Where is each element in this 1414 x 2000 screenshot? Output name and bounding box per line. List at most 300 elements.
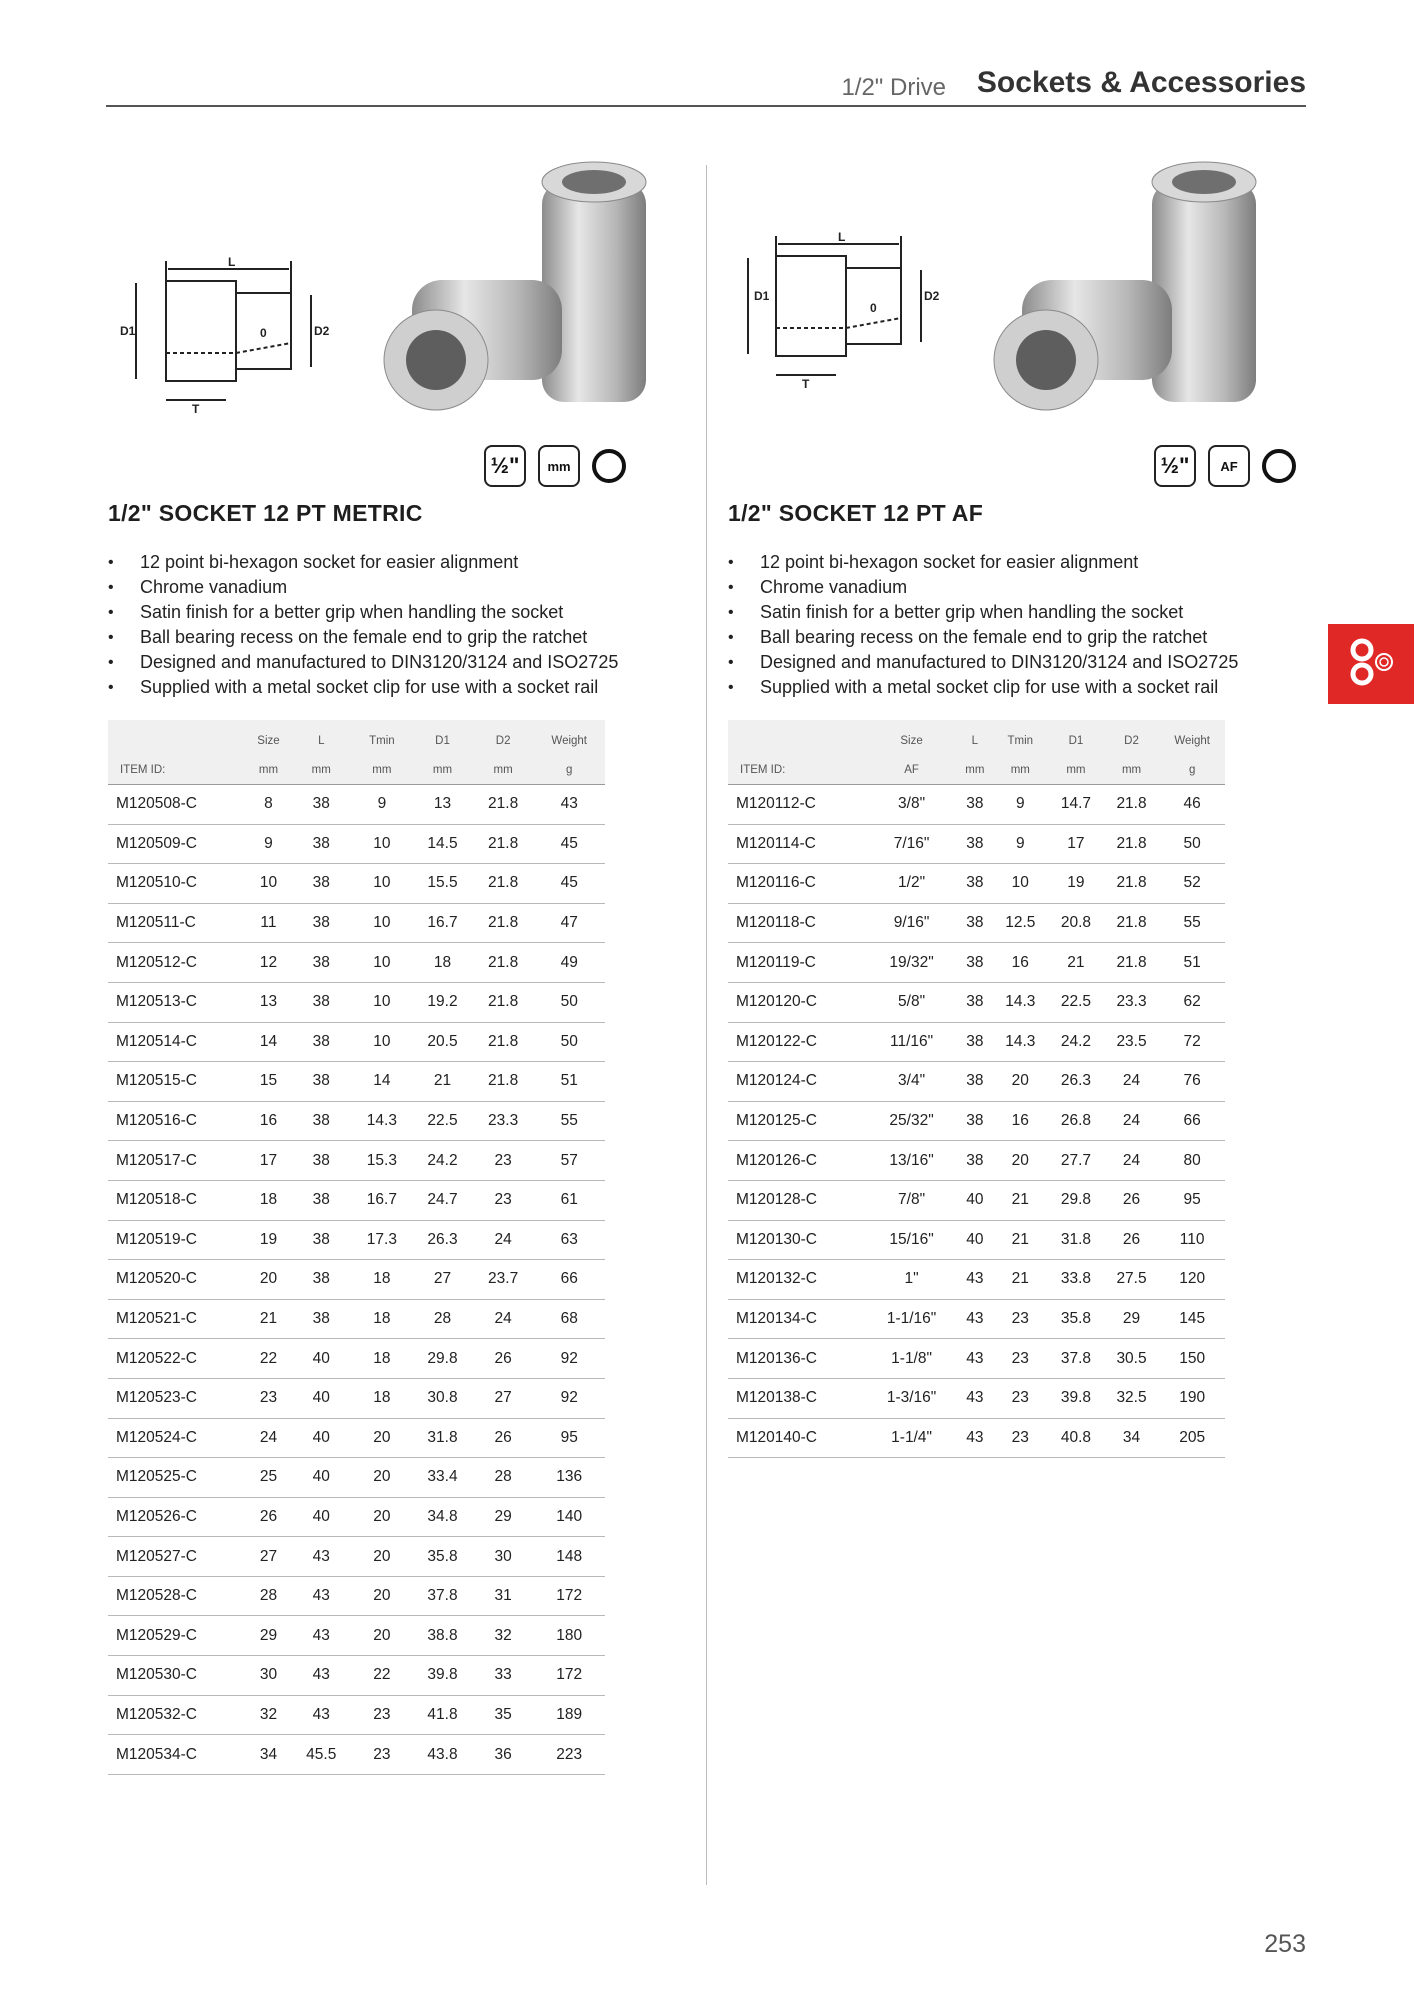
item-id-cell: M120524-C bbox=[108, 1418, 246, 1458]
spec-cell: 21.8 bbox=[473, 943, 534, 983]
spec-cell: 26 bbox=[473, 1339, 534, 1379]
spec-cell: 9 bbox=[993, 785, 1049, 825]
table-row bbox=[108, 1458, 605, 1498]
spec-cell: 40 bbox=[291, 1378, 352, 1418]
spec-cell: 28 bbox=[246, 1576, 291, 1616]
column-unit: g bbox=[533, 755, 605, 785]
spec-badges bbox=[484, 445, 626, 487]
table-row bbox=[728, 903, 1225, 943]
table-row bbox=[108, 1299, 605, 1339]
spec-cell: 30 bbox=[246, 1656, 291, 1696]
diagram-drive-mark: 0 bbox=[260, 326, 267, 340]
spec-cell: 43 bbox=[291, 1695, 352, 1735]
socket-dimension-diagram bbox=[736, 230, 946, 390]
spec-cell: 43 bbox=[957, 1260, 992, 1300]
item-id-header: ITEM ID: bbox=[108, 755, 246, 785]
spec-cell: 21.8 bbox=[1104, 864, 1160, 904]
table-row bbox=[728, 1141, 1225, 1181]
item-id-cell: M120120-C bbox=[728, 982, 866, 1022]
spec-cell: 33 bbox=[473, 1656, 534, 1696]
spec-cell: 20 bbox=[352, 1537, 413, 1577]
feature-item: • Ball bearing recess on the female end to grip the ratchet bbox=[106, 625, 618, 650]
spec-cell: 19.2 bbox=[412, 982, 473, 1022]
table-row bbox=[728, 1260, 1225, 1300]
spec-cell: 14 bbox=[246, 1022, 291, 1062]
spec-cell: 14.3 bbox=[352, 1101, 413, 1141]
spec-cell: 43 bbox=[291, 1616, 352, 1656]
header-subtitle: 1/2" Drive bbox=[841, 74, 946, 101]
spec-cell: 23 bbox=[993, 1339, 1049, 1379]
spec-cell: 21.8 bbox=[473, 1022, 534, 1062]
spec-cell: 20.8 bbox=[1048, 903, 1104, 943]
spec-cell: 21.8 bbox=[1104, 943, 1160, 983]
spec-cell: 38 bbox=[957, 1022, 992, 1062]
table-row bbox=[728, 1101, 1225, 1141]
spec-cell: 23.3 bbox=[1104, 982, 1160, 1022]
spec-cell: 16 bbox=[993, 1101, 1049, 1141]
socket-dimension-diagram bbox=[116, 255, 330, 416]
table-row bbox=[108, 1260, 605, 1300]
table-row bbox=[108, 1497, 605, 1537]
spec-cell: 120 bbox=[1159, 1260, 1225, 1300]
item-id-cell: M120122-C bbox=[728, 1022, 866, 1062]
spec-cell: 50 bbox=[533, 982, 605, 1022]
table-row bbox=[728, 1418, 1225, 1458]
column-header: Size bbox=[866, 720, 957, 755]
spec-cell: 13/16" bbox=[866, 1141, 957, 1181]
spec-cell: 7/16" bbox=[866, 824, 957, 864]
spec-table-metric bbox=[108, 720, 605, 1775]
column-header: Size bbox=[246, 720, 291, 755]
spec-cell: 21.8 bbox=[473, 864, 534, 904]
spec-cell: 10 bbox=[352, 824, 413, 864]
diagram-label-d2: D2 bbox=[314, 324, 330, 338]
spec-cell: 38 bbox=[291, 785, 352, 825]
spec-cell: 9/16" bbox=[866, 903, 957, 943]
spec-cell: 95 bbox=[1159, 1180, 1225, 1220]
column-divider bbox=[706, 165, 707, 1885]
spec-cell: 38 bbox=[291, 1180, 352, 1220]
spec-cell: 37.8 bbox=[412, 1576, 473, 1616]
spec-cell: 25/32" bbox=[866, 1101, 957, 1141]
spec-cell: 21 bbox=[993, 1260, 1049, 1300]
spec-cell: 148 bbox=[533, 1537, 605, 1577]
feature-item: • Chrome vanadium bbox=[726, 575, 1238, 600]
spec-cell: 50 bbox=[1159, 824, 1225, 864]
spec-cell: 38 bbox=[957, 1101, 992, 1141]
spec-cell: 26.8 bbox=[1048, 1101, 1104, 1141]
spec-cell: 45 bbox=[533, 824, 605, 864]
spec-cell: 38 bbox=[291, 1299, 352, 1339]
spec-cell: 24.2 bbox=[1048, 1022, 1104, 1062]
spec-cell: 31.8 bbox=[412, 1418, 473, 1458]
spec-cell: 205 bbox=[1159, 1418, 1225, 1458]
feature-item: • Supplied with a metal socket clip for use with a socket rail bbox=[726, 675, 1238, 700]
column-header: Weight bbox=[1159, 720, 1225, 755]
spec-cell: 19 bbox=[1048, 864, 1104, 904]
spec-cell: 45.5 bbox=[291, 1735, 352, 1775]
product-section-metric bbox=[106, 160, 626, 1763]
item-id-cell: M120132-C bbox=[728, 1260, 866, 1300]
table-row bbox=[108, 1339, 605, 1379]
table-row bbox=[728, 1062, 1225, 1102]
table-row bbox=[108, 1101, 605, 1141]
table-row bbox=[728, 1299, 1225, 1339]
spec-cell: 11/16" bbox=[866, 1022, 957, 1062]
spec-cell: 40 bbox=[957, 1220, 992, 1260]
spec-cell: 21 bbox=[246, 1299, 291, 1339]
spec-cell: 18 bbox=[246, 1180, 291, 1220]
spec-cell: 1-1/4" bbox=[866, 1418, 957, 1458]
spec-cell: 16.7 bbox=[412, 903, 473, 943]
spec-cell: 3/8" bbox=[866, 785, 957, 825]
spec-cell: 20 bbox=[352, 1576, 413, 1616]
spec-cell: 24.2 bbox=[412, 1141, 473, 1181]
spec-cell: 68 bbox=[533, 1299, 605, 1339]
spec-cell: 3/4" bbox=[866, 1062, 957, 1102]
spec-cell: 40 bbox=[957, 1180, 992, 1220]
unit-badge: AF bbox=[1208, 445, 1250, 487]
spec-cell: 43.8 bbox=[412, 1735, 473, 1775]
spec-cell: 16 bbox=[993, 943, 1049, 983]
item-id-cell: M120130-C bbox=[728, 1220, 866, 1260]
item-id-cell: M120510-C bbox=[108, 864, 246, 904]
spec-cell: 30.5 bbox=[1104, 1339, 1160, 1379]
page-number: 253 bbox=[1264, 1930, 1306, 1958]
spec-cell: 47 bbox=[533, 903, 605, 943]
spec-cell: 35.8 bbox=[1048, 1299, 1104, 1339]
spec-cell: 52 bbox=[1159, 864, 1225, 904]
table-row bbox=[108, 1378, 605, 1418]
spec-cell: 55 bbox=[1159, 903, 1225, 943]
feature-item: • Supplied with a metal socket clip for use with a socket rail bbox=[106, 675, 618, 700]
spec-cell: 21 bbox=[1048, 943, 1104, 983]
item-id-cell: M120138-C bbox=[728, 1378, 866, 1418]
item-id-cell: M120513-C bbox=[108, 982, 246, 1022]
spec-cell: 18 bbox=[352, 1299, 413, 1339]
spec-cell: 21 bbox=[412, 1062, 473, 1102]
spec-cell: 18 bbox=[352, 1339, 413, 1379]
diagram-drive-mark: 0 bbox=[870, 301, 877, 315]
item-id-cell: M120124-C bbox=[728, 1062, 866, 1102]
spec-cell: 20 bbox=[993, 1141, 1049, 1181]
spec-cell: 20 bbox=[352, 1616, 413, 1656]
table-row bbox=[728, 824, 1225, 864]
spec-cell: 20 bbox=[246, 1260, 291, 1300]
spec-cell: 21.8 bbox=[1104, 824, 1160, 864]
feature-item: • 12 point bi-hexagon socket for easier alignment bbox=[726, 550, 1238, 575]
feature-item: • Designed and manufactured to DIN3120/3124 and ISO2725 bbox=[726, 650, 1238, 675]
spec-cell: 38 bbox=[291, 1260, 352, 1300]
spec-cell: 26.3 bbox=[1048, 1062, 1104, 1102]
product-illustration bbox=[726, 160, 1306, 490]
spec-cell: 80 bbox=[1159, 1141, 1225, 1181]
spec-cell: 21.8 bbox=[1104, 785, 1160, 825]
item-id-cell: M120512-C bbox=[108, 943, 246, 983]
spec-cell: 23 bbox=[473, 1141, 534, 1181]
spec-cell: 62 bbox=[1159, 982, 1225, 1022]
spec-cell: 17.3 bbox=[352, 1220, 413, 1260]
table-row bbox=[728, 943, 1225, 983]
spec-cell: 180 bbox=[533, 1616, 605, 1656]
item-id-cell: M120114-C bbox=[728, 824, 866, 864]
spec-cell: 21 bbox=[993, 1220, 1049, 1260]
spec-cell: 10 bbox=[993, 864, 1049, 904]
spec-cell: 17 bbox=[1048, 824, 1104, 864]
product-title: 1/2" SOCKET 12 PT AF bbox=[728, 500, 984, 526]
spec-cell: 38 bbox=[291, 824, 352, 864]
item-id-cell: M120134-C bbox=[728, 1299, 866, 1339]
spec-cell: 20.5 bbox=[412, 1022, 473, 1062]
table-row bbox=[728, 864, 1225, 904]
spec-cell: 29 bbox=[473, 1497, 534, 1537]
spec-cell: 92 bbox=[533, 1339, 605, 1379]
spec-cell: 57 bbox=[533, 1141, 605, 1181]
column-unit: mm bbox=[246, 755, 291, 785]
spec-cell: 9 bbox=[246, 824, 291, 864]
table-body bbox=[728, 785, 1225, 1458]
spec-cell: 43 bbox=[957, 1299, 992, 1339]
spec-cell: 10 bbox=[352, 943, 413, 983]
spec-cell: 38 bbox=[957, 943, 992, 983]
column-header: L bbox=[957, 720, 992, 755]
spec-cell: 26 bbox=[473, 1418, 534, 1458]
column-unit: mm bbox=[473, 755, 534, 785]
spec-cell: 15/16" bbox=[866, 1220, 957, 1260]
spec-cell: 1-3/16" bbox=[866, 1378, 957, 1418]
product-section-af bbox=[726, 160, 1246, 1446]
spec-cell: 38 bbox=[291, 1062, 352, 1102]
spec-cell: 12 bbox=[246, 943, 291, 983]
item-id-cell: M120532-C bbox=[108, 1695, 246, 1735]
drive-size-badge: ½" bbox=[484, 445, 526, 487]
table-row bbox=[108, 1062, 605, 1102]
spec-cell: 24.7 bbox=[412, 1180, 473, 1220]
table-row bbox=[108, 1695, 605, 1735]
column-unit: mm bbox=[291, 755, 352, 785]
spec-cell: 140 bbox=[533, 1497, 605, 1537]
table-row bbox=[108, 1576, 605, 1616]
column-unit: mm bbox=[1048, 755, 1104, 785]
spec-cell: 95 bbox=[533, 1418, 605, 1458]
table-row bbox=[728, 1339, 1225, 1379]
spec-cell: 15.5 bbox=[412, 864, 473, 904]
column-unit: AF bbox=[866, 755, 957, 785]
column-unit: mm bbox=[1104, 755, 1160, 785]
spec-cell: 189 bbox=[533, 1695, 605, 1735]
spec-cell: 34 bbox=[246, 1735, 291, 1775]
spec-cell: 110 bbox=[1159, 1220, 1225, 1260]
diagram-label-d1: D1 bbox=[754, 289, 770, 303]
spec-cell: 51 bbox=[533, 1062, 605, 1102]
spec-cell: 38.8 bbox=[412, 1616, 473, 1656]
spec-cell: 43 bbox=[291, 1537, 352, 1577]
column-header: Tmin bbox=[993, 720, 1049, 755]
table-row bbox=[108, 1220, 605, 1260]
spec-cell: 31 bbox=[473, 1576, 534, 1616]
spec-cell: 34.8 bbox=[412, 1497, 473, 1537]
table-row bbox=[108, 982, 605, 1022]
spec-cell: 26 bbox=[1104, 1220, 1160, 1260]
spec-cell: 9 bbox=[352, 785, 413, 825]
spec-cell: 38 bbox=[957, 785, 992, 825]
spec-cell: 29.8 bbox=[1048, 1180, 1104, 1220]
spec-cell: 40 bbox=[291, 1418, 352, 1458]
spec-cell: 10 bbox=[352, 903, 413, 943]
spec-cell: 38 bbox=[957, 1062, 992, 1102]
item-id-cell: M120521-C bbox=[108, 1299, 246, 1339]
item-id-cell: M120518-C bbox=[108, 1180, 246, 1220]
spec-cell: 40.8 bbox=[1048, 1418, 1104, 1458]
spec-cell: 24 bbox=[1104, 1101, 1160, 1141]
column-unit: mm bbox=[352, 755, 413, 785]
item-id-cell: M120519-C bbox=[108, 1220, 246, 1260]
sockets-category-icon bbox=[1328, 624, 1414, 704]
column-unit: mm bbox=[957, 755, 992, 785]
feature-list bbox=[106, 550, 618, 700]
spec-cell: 24 bbox=[473, 1299, 534, 1339]
spec-cell: 15 bbox=[246, 1062, 291, 1102]
twelve-point-ring-icon bbox=[1262, 449, 1296, 483]
spec-cell: 145 bbox=[1159, 1299, 1225, 1339]
column-header: D2 bbox=[1104, 720, 1160, 755]
spec-cell: 1/2" bbox=[866, 864, 957, 904]
spec-cell: 51 bbox=[1159, 943, 1225, 983]
item-id-cell: M120119-C bbox=[728, 943, 866, 983]
feature-item: • 12 point bi-hexagon socket for easier alignment bbox=[106, 550, 618, 575]
spec-cell: 27.7 bbox=[1048, 1141, 1104, 1181]
item-id-cell: M120527-C bbox=[108, 1537, 246, 1577]
spec-cell: 34 bbox=[1104, 1418, 1160, 1458]
unit-badge: mm bbox=[538, 445, 580, 487]
spec-cell: 190 bbox=[1159, 1378, 1225, 1418]
table-row bbox=[108, 1141, 605, 1181]
spec-cell: 23 bbox=[993, 1299, 1049, 1339]
item-id-cell: M120116-C bbox=[728, 864, 866, 904]
diagram-label-d1: D1 bbox=[120, 324, 136, 338]
item-id-cell: M120517-C bbox=[108, 1141, 246, 1181]
spec-cell: 11 bbox=[246, 903, 291, 943]
spec-cell: 22.5 bbox=[1048, 982, 1104, 1022]
spec-cell: 18 bbox=[352, 1378, 413, 1418]
spec-cell: 38 bbox=[291, 1022, 352, 1062]
spec-cell: 66 bbox=[1159, 1101, 1225, 1141]
spec-cell: 16.7 bbox=[352, 1180, 413, 1220]
item-id-cell: M120522-C bbox=[108, 1339, 246, 1379]
spec-cell: 24 bbox=[246, 1418, 291, 1458]
table-row bbox=[108, 1180, 605, 1220]
diagram-label-tmin: T bbox=[802, 377, 810, 391]
spec-cell: 20 bbox=[352, 1497, 413, 1537]
spec-cell: 38 bbox=[957, 903, 992, 943]
item-id-cell: M120118-C bbox=[728, 903, 866, 943]
item-id-cell: M120112-C bbox=[728, 785, 866, 825]
spec-cell: 27.5 bbox=[1104, 1260, 1160, 1300]
column-header: L bbox=[291, 720, 352, 755]
spec-cell: 5/8" bbox=[866, 982, 957, 1022]
spec-cell: 38 bbox=[291, 864, 352, 904]
spec-cell: 35 bbox=[473, 1695, 534, 1735]
spec-cell: 27 bbox=[246, 1537, 291, 1577]
spec-cell: 21.8 bbox=[1104, 903, 1160, 943]
item-id-cell: M120140-C bbox=[728, 1418, 866, 1458]
column-header: D1 bbox=[412, 720, 473, 755]
spec-cell: 24 bbox=[473, 1220, 534, 1260]
table-row bbox=[108, 864, 605, 904]
spec-badges bbox=[1154, 445, 1296, 487]
spec-cell: 46 bbox=[1159, 785, 1225, 825]
diagram-label-length: L bbox=[228, 255, 236, 269]
spec-cell: 12.5 bbox=[993, 903, 1049, 943]
spec-cell: 63 bbox=[533, 1220, 605, 1260]
spec-cell: 38 bbox=[957, 864, 992, 904]
table-row bbox=[108, 824, 605, 864]
spec-cell: 21.8 bbox=[473, 903, 534, 943]
spec-cell: 15.3 bbox=[352, 1141, 413, 1181]
spec-cell: 23 bbox=[352, 1695, 413, 1735]
spec-cell: 23.5 bbox=[1104, 1022, 1160, 1062]
spec-cell: 66 bbox=[533, 1260, 605, 1300]
feature-item: • Designed and manufactured to DIN3120/3124 and ISO2725 bbox=[106, 650, 618, 675]
socket-photo bbox=[356, 160, 696, 420]
spec-cell: 18 bbox=[352, 1260, 413, 1300]
spec-cell: 21.8 bbox=[473, 824, 534, 864]
spec-cell: 38 bbox=[291, 982, 352, 1022]
column-header: D2 bbox=[473, 720, 534, 755]
spec-cell: 26 bbox=[1104, 1180, 1160, 1220]
spec-cell: 21 bbox=[993, 1180, 1049, 1220]
item-id-cell: M120511-C bbox=[108, 903, 246, 943]
spec-cell: 20 bbox=[993, 1062, 1049, 1102]
header-divider bbox=[106, 105, 1306, 107]
spec-cell: 43 bbox=[533, 785, 605, 825]
spec-cell: 92 bbox=[533, 1378, 605, 1418]
spec-cell: 33.8 bbox=[1048, 1260, 1104, 1300]
spec-cell: 27 bbox=[412, 1260, 473, 1300]
spec-cell: 10 bbox=[352, 1022, 413, 1062]
spec-cell: 13 bbox=[412, 785, 473, 825]
spec-cell: 22 bbox=[246, 1339, 291, 1379]
column-unit: mm bbox=[412, 755, 473, 785]
diagram-label-tmin: T bbox=[192, 402, 200, 416]
spec-cell: 136 bbox=[533, 1458, 605, 1498]
item-id-cell: M120523-C bbox=[108, 1378, 246, 1418]
spec-cell: 10 bbox=[246, 864, 291, 904]
column-header: Weight bbox=[533, 720, 605, 755]
item-id-cell: M120520-C bbox=[108, 1260, 246, 1300]
spec-cell: 40 bbox=[291, 1339, 352, 1379]
spec-cell: 72 bbox=[1159, 1022, 1225, 1062]
item-id-cell: M120125-C bbox=[728, 1101, 866, 1141]
spec-cell: 49 bbox=[533, 943, 605, 983]
feature-item: • Chrome vanadium bbox=[106, 575, 618, 600]
item-id-cell: M120515-C bbox=[108, 1062, 246, 1102]
feature-item: • Ball bearing recess on the female end to grip the ratchet bbox=[726, 625, 1238, 650]
spec-cell: 172 bbox=[533, 1656, 605, 1696]
spec-cell: 17 bbox=[246, 1141, 291, 1181]
spec-cell: 23.7 bbox=[473, 1260, 534, 1300]
spec-cell: 39.8 bbox=[412, 1656, 473, 1696]
spec-cell: 36 bbox=[473, 1735, 534, 1775]
spec-cell: 38 bbox=[957, 982, 992, 1022]
spec-cell: 23 bbox=[246, 1378, 291, 1418]
item-id-cell: M120128-C bbox=[728, 1180, 866, 1220]
spec-cell: 43 bbox=[957, 1418, 992, 1458]
item-id-cell: M120516-C bbox=[108, 1101, 246, 1141]
spec-cell: 8 bbox=[246, 785, 291, 825]
spec-cell: 43 bbox=[957, 1339, 992, 1379]
spec-cell: 50 bbox=[533, 1022, 605, 1062]
